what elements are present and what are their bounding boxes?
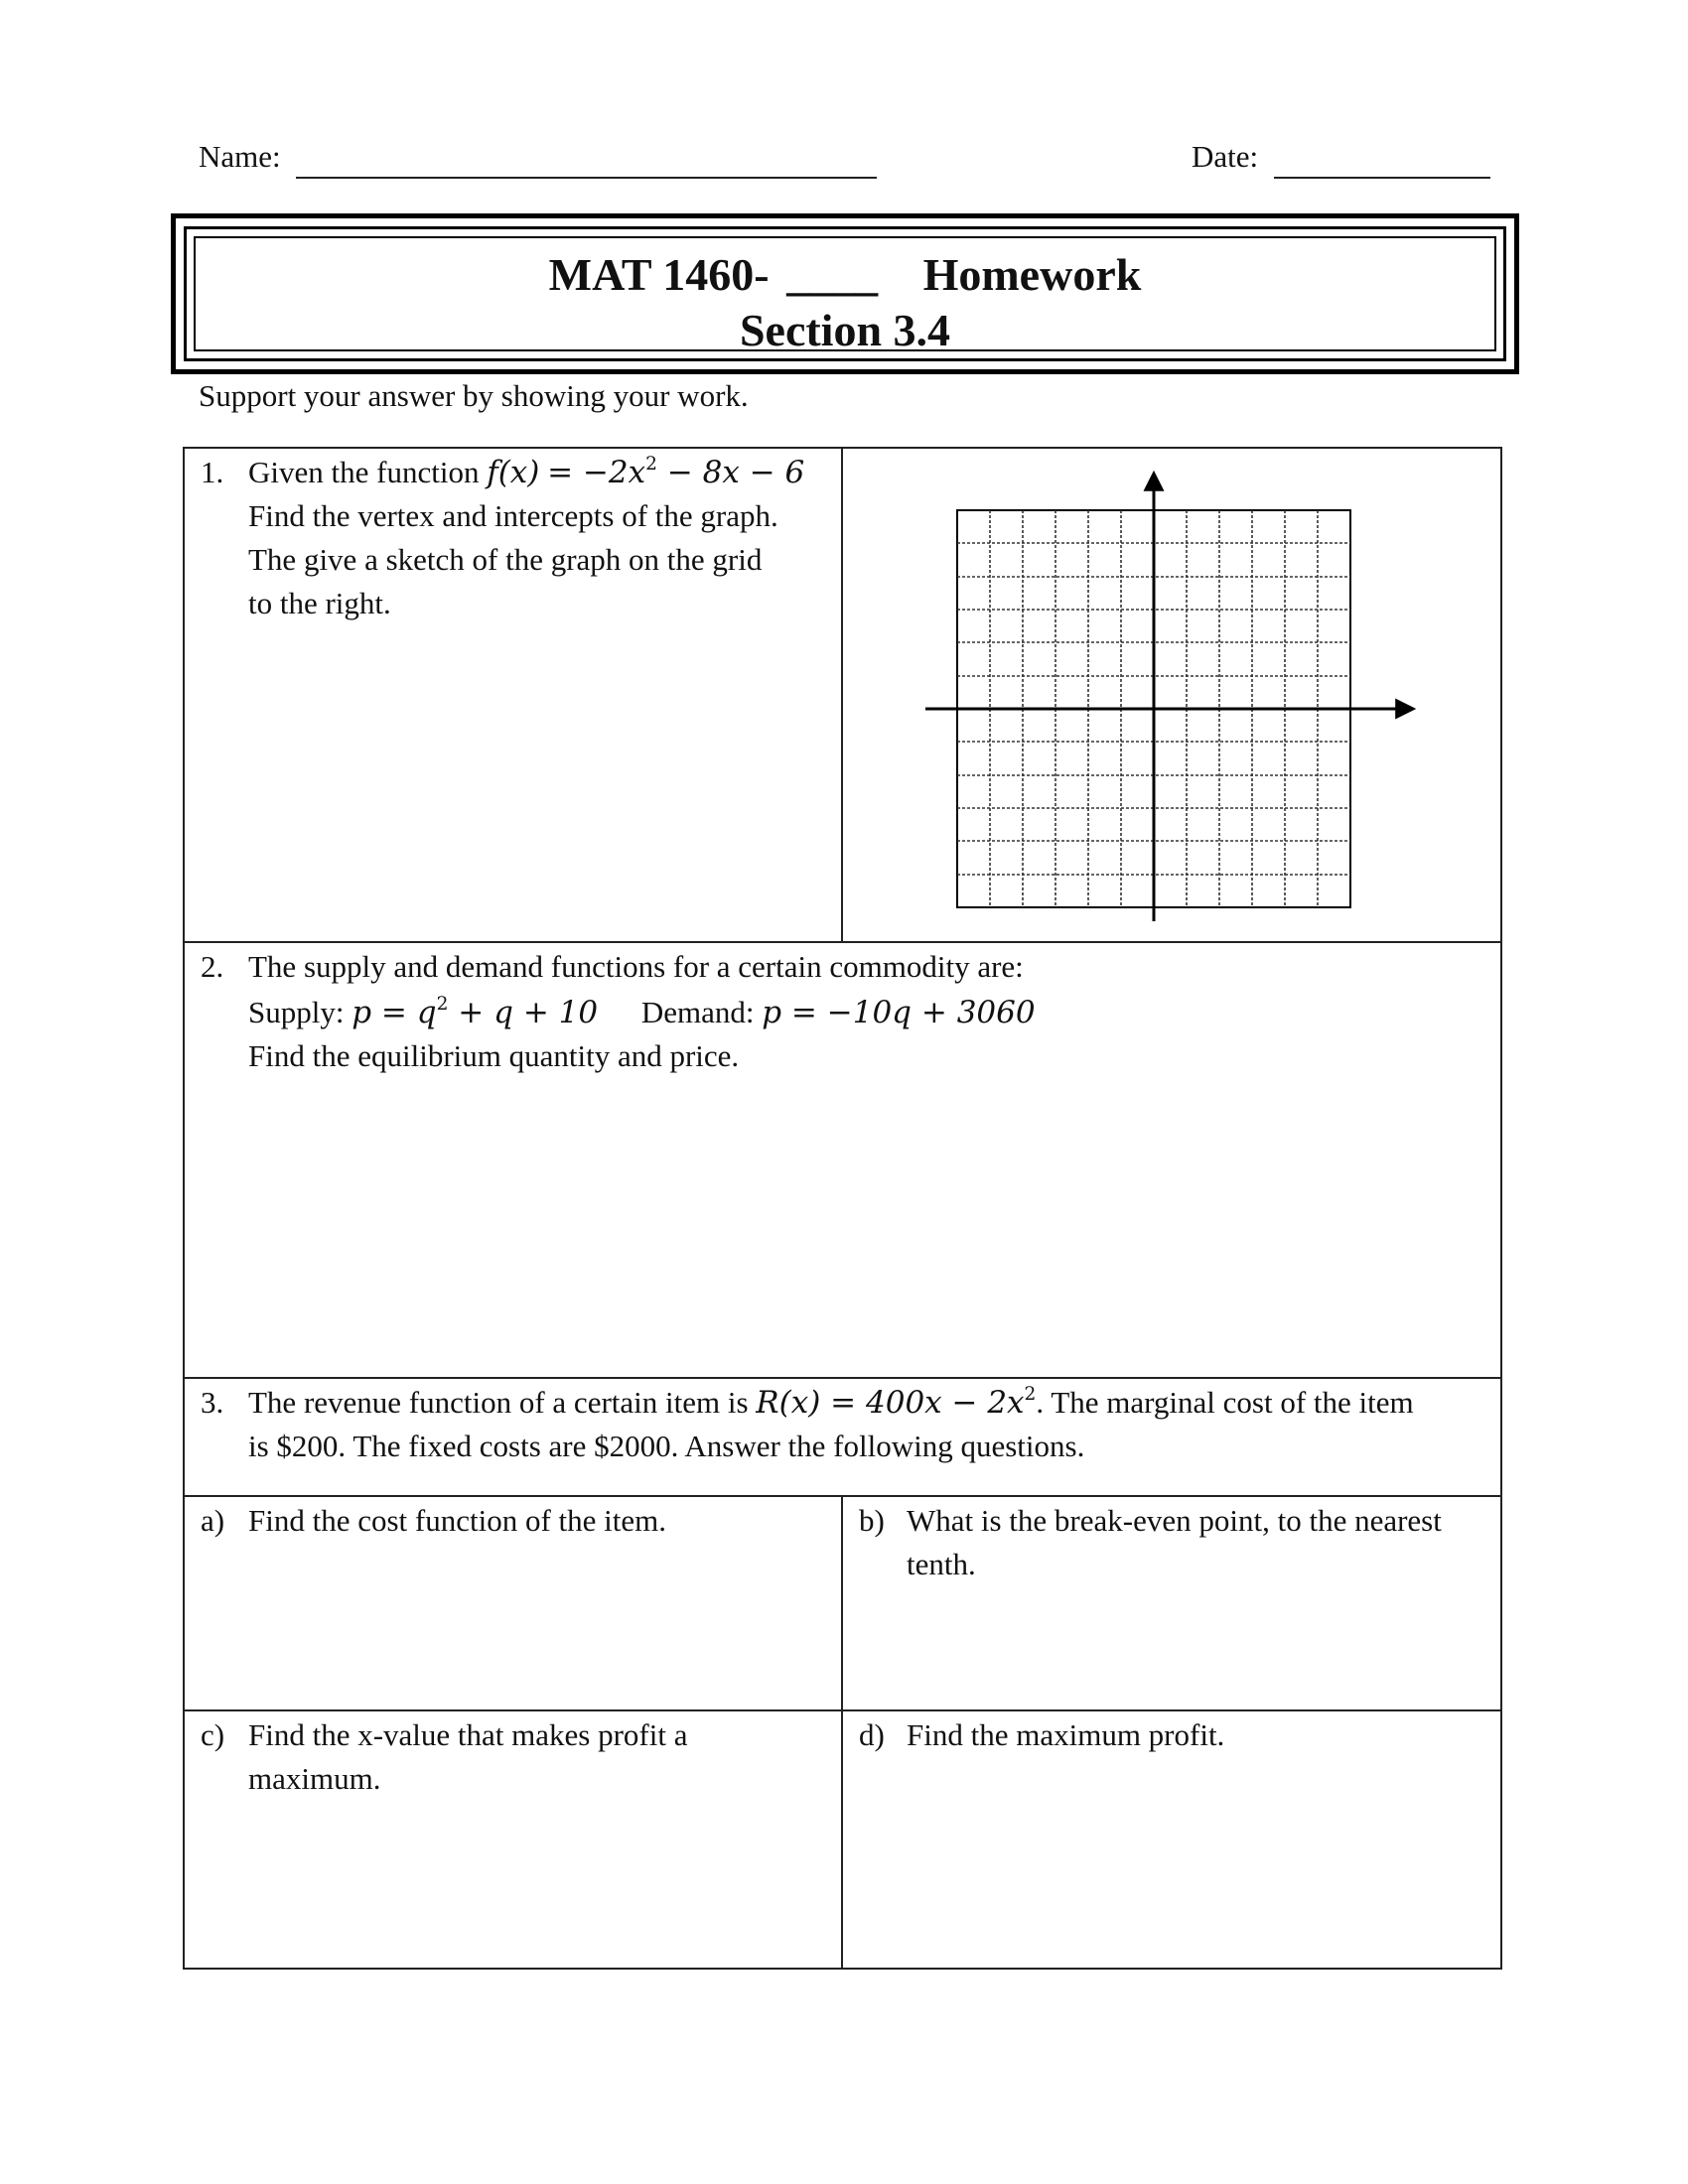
revenue-function: R(x) = 400x − 2x — [756, 1385, 1025, 1421]
function-arg: (x) — [497, 455, 540, 490]
problem-1-line-4: to the right. — [248, 586, 391, 620]
name-field — [199, 135, 877, 179]
revenue-exponent: 2 — [1024, 1383, 1037, 1405]
part-c-cell — [183, 1709, 843, 1970]
date-label: Date: — [1192, 139, 1259, 174]
problem-1-line-3: The give a sketch of the graph on the grid — [248, 542, 763, 577]
date-blank[interactable] — [1274, 143, 1490, 179]
part-c-label: c) — [201, 1717, 225, 1752]
part-b-label: b) — [859, 1503, 885, 1538]
part-c-text-2: maximum. — [248, 1761, 381, 1796]
function-exponent: 2 — [645, 453, 657, 475]
demand-equation: p = −10q + 3060 — [762, 995, 1036, 1030]
part-d-cell — [841, 1709, 1502, 1970]
part-a-cell — [183, 1495, 843, 1711]
part-b-cell — [841, 1495, 1502, 1711]
homework-word: Homework — [922, 249, 1142, 300]
function-rhs: = −2x — [547, 455, 646, 490]
problem-3-line-1 — [248, 1381, 1414, 1425]
problem-2-cell — [183, 941, 1502, 1379]
problem-1-prefix: Given the function — [248, 455, 488, 489]
problem-2-line-3: Find the equilibrium quantity and price. — [248, 1038, 740, 1073]
problem-3-line-2: is $200. The fixed costs are $2000. Answer the following questions. — [248, 1429, 1085, 1463]
supply-exponent: 2 — [436, 993, 449, 1015]
problem-2-line-2 — [248, 991, 1036, 1034]
part-a-label: a) — [201, 1503, 225, 1538]
problem-2-number: 2. — [201, 949, 224, 984]
problem-1-line-1 — [248, 451, 804, 494]
function-tail: − 8x − 6 — [656, 455, 805, 490]
name-blank[interactable] — [296, 143, 877, 179]
problem-3-suffix: . The marginal cost of the item — [1036, 1385, 1414, 1420]
part-d-label: d) — [859, 1717, 885, 1752]
coordinate-grid[interactable] — [841, 447, 1502, 943]
part-d-text: Find the maximum profit. — [907, 1717, 1225, 1752]
course-code: MAT 1460- — [548, 249, 770, 300]
supply-tail: + q + 10 — [448, 995, 599, 1030]
page-title: Section 3.4 — [739, 305, 951, 355]
demand-label: Demand: — [640, 995, 763, 1029]
problem-1-cell — [183, 447, 843, 943]
title-box-inner — [194, 236, 1496, 355]
part-c-text-1: Find the x-value that makes profit a — [248, 1717, 688, 1752]
title-box-frame — [184, 226, 1506, 361]
problem-2-line-1: The supply and demand functions for a certain commodity are: — [248, 949, 1024, 984]
problem-1-number: 1. — [201, 455, 224, 489]
title-line-1 — [196, 249, 1494, 301]
function-name: f — [487, 455, 498, 490]
part-b-text-1: What is the break-even point, to the nearest — [907, 1503, 1442, 1538]
instructions: Support your answer by showing your work. — [199, 378, 749, 413]
supply-label: Supply: — [248, 995, 352, 1029]
date-field — [1192, 135, 1490, 179]
problem-3-prefix: The revenue function of a certain item is — [248, 1385, 757, 1420]
supply-equation: p = q — [352, 995, 437, 1030]
problem-1-line-2: Find the vertex and intercepts of the graph. — [248, 498, 778, 533]
part-b-text-2: tenth. — [907, 1547, 976, 1581]
part-a-text: Find the cost function of the item. — [248, 1503, 667, 1538]
title-box — [171, 213, 1519, 374]
problem-3-cell — [183, 1377, 1502, 1497]
problem-3-number: 3. — [201, 1385, 224, 1420]
graph-cell — [841, 447, 1502, 943]
course-section-blank: ____ — [786, 249, 879, 300]
name-label: Name: — [199, 139, 281, 174]
